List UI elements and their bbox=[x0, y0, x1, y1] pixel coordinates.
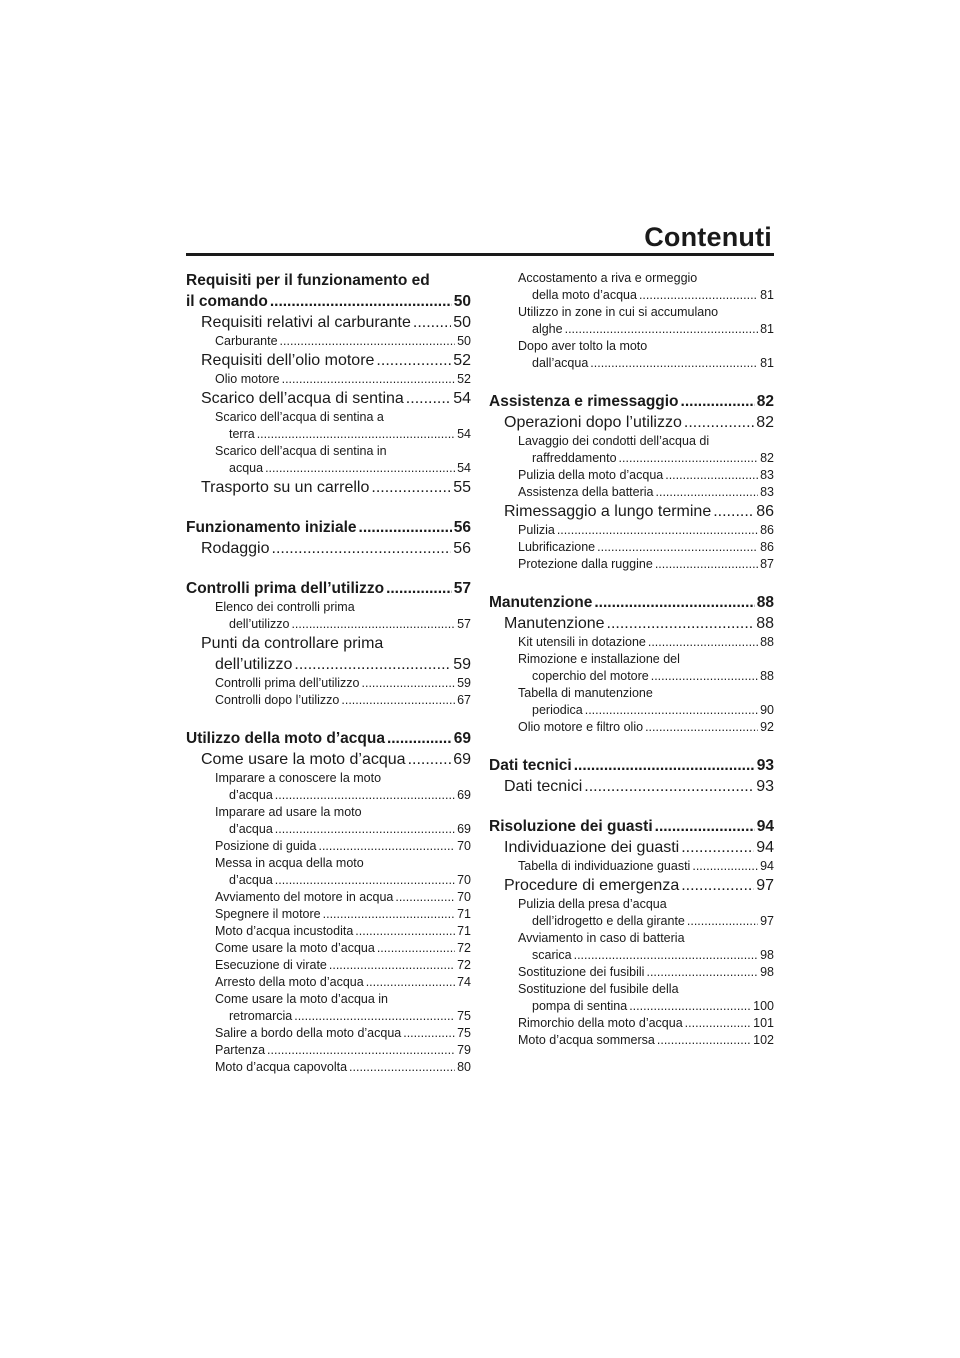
toc-subsection[interactable] bbox=[186, 1059, 471, 1076]
toc-entry-text: Come usare la moto d’acqua bbox=[201, 751, 406, 768]
dot-leader bbox=[584, 776, 754, 797]
dot-leader bbox=[597, 539, 758, 556]
dot-leader bbox=[371, 477, 451, 498]
toc-entry-text: Scarico dell’acqua di sentina in bbox=[215, 444, 387, 458]
toc-subsection[interactable] bbox=[489, 1015, 774, 1032]
toc-chapter[interactable] bbox=[489, 755, 774, 776]
toc-entry-text: retromarcia bbox=[229, 1009, 293, 1023]
toc-entry-text: Scarico dell’acqua di sentina bbox=[201, 390, 404, 407]
toc-subsection[interactable] bbox=[489, 556, 774, 573]
toc-page-number: 71 bbox=[457, 907, 471, 921]
toc-subsection[interactable] bbox=[489, 304, 774, 338]
toc-subsection[interactable] bbox=[186, 889, 471, 906]
dot-leader bbox=[291, 616, 455, 633]
dot-leader bbox=[655, 816, 755, 837]
section-gap bbox=[186, 559, 471, 578]
toc-page-number: 93 bbox=[756, 778, 774, 795]
toc-entry-text: Posizione di guida bbox=[215, 839, 317, 853]
toc-page-number: 83 bbox=[760, 485, 774, 499]
dot-leader bbox=[646, 964, 758, 981]
dot-leader bbox=[377, 940, 455, 957]
section-gap bbox=[186, 498, 471, 517]
dot-leader bbox=[585, 702, 758, 719]
dot-leader bbox=[366, 974, 455, 991]
toc-page-number: 57 bbox=[457, 617, 471, 631]
toc-entry-text: Lubrificazione bbox=[518, 540, 596, 554]
toc-entry-text: Protezione dalla ruggine bbox=[518, 557, 653, 571]
toc-entry-text: Esecuzione di virate bbox=[215, 958, 327, 972]
toc-page-number: 69 bbox=[453, 730, 471, 747]
toc-entry-text: Carburante bbox=[215, 334, 278, 348]
toc-subsection[interactable] bbox=[186, 371, 471, 388]
toc-entry-text: coperchio del motore bbox=[532, 669, 649, 683]
toc-section[interactable] bbox=[186, 477, 471, 498]
toc-subsection[interactable] bbox=[489, 719, 774, 736]
toc-subsection[interactable] bbox=[186, 692, 471, 709]
toc-page-number: 75 bbox=[457, 1026, 471, 1040]
toc-column-right bbox=[489, 270, 774, 1049]
toc-subsection[interactable] bbox=[489, 270, 774, 304]
toc-entry-text: il comando bbox=[186, 293, 268, 310]
toc-page-number: 98 bbox=[760, 965, 774, 979]
toc-entry-text: Assistenza della batteria bbox=[518, 485, 654, 499]
toc-entry-text: Lavaggio dei condotti dell’acqua di bbox=[518, 434, 710, 448]
dot-leader bbox=[341, 692, 455, 709]
toc-entry-text: Moto d’acqua capovolta bbox=[215, 1060, 348, 1074]
dot-leader bbox=[629, 998, 751, 1015]
toc-entry-text: scarica bbox=[532, 948, 572, 962]
toc-subsection[interactable] bbox=[489, 930, 774, 964]
toc-entry-text: Trasporto su un carrello bbox=[201, 479, 370, 496]
toc-entry-text: Tabella di individuazione guasti bbox=[518, 859, 691, 873]
toc-entry-text: d’acqua bbox=[229, 788, 273, 802]
toc-page-number: 100 bbox=[753, 999, 774, 1013]
dot-leader bbox=[681, 391, 755, 412]
toc-entry-text: dell’utilizzo bbox=[229, 617, 290, 631]
toc-entry-text: Individuazione dei guasti bbox=[504, 839, 680, 856]
toc-entry-text: Avviamento in caso di batteria bbox=[518, 931, 685, 945]
dot-leader bbox=[257, 426, 455, 443]
toc-page-number: 70 bbox=[457, 839, 471, 853]
toc-entry-text: raffreddamento bbox=[532, 451, 617, 465]
toc-subsection[interactable] bbox=[186, 1042, 471, 1059]
toc-subsection[interactable] bbox=[186, 991, 471, 1025]
toc-page-number: 82 bbox=[760, 451, 774, 465]
toc-page-number: 94 bbox=[760, 859, 774, 873]
toc-subsection[interactable] bbox=[489, 338, 774, 372]
toc-page-number: 86 bbox=[760, 540, 774, 554]
toc-page-number: 82 bbox=[756, 393, 774, 410]
toc-page-number: 86 bbox=[760, 523, 774, 537]
toc-entry-text: Manutenzione bbox=[504, 615, 605, 632]
toc-subsection[interactable] bbox=[186, 940, 471, 957]
dot-leader bbox=[395, 889, 455, 906]
toc-page-number: 79 bbox=[457, 1043, 471, 1057]
toc-page-number: 94 bbox=[756, 818, 774, 835]
dot-leader bbox=[413, 312, 451, 333]
toc-section[interactable] bbox=[186, 538, 471, 559]
toc-page-number: 56 bbox=[453, 540, 471, 557]
toc-entry-text: Rimorchio della moto d’acqua bbox=[518, 1016, 683, 1030]
toc-entry-text: d’acqua bbox=[229, 873, 273, 887]
toc-section[interactable] bbox=[186, 749, 471, 770]
dot-leader bbox=[265, 460, 455, 477]
toc-page-number: 54 bbox=[453, 390, 471, 407]
toc-entry-text: Spegnere il motore bbox=[215, 907, 321, 921]
toc-page-number: 59 bbox=[457, 676, 471, 690]
toc-section[interactable] bbox=[489, 613, 774, 634]
dot-leader bbox=[655, 556, 758, 573]
dot-leader bbox=[270, 291, 452, 312]
toc-page-number: 92 bbox=[760, 720, 774, 734]
toc-column-left bbox=[186, 270, 471, 1076]
toc-page-number: 54 bbox=[457, 461, 471, 475]
toc-page-number: 97 bbox=[756, 877, 774, 894]
toc-entry-text: periodica bbox=[532, 703, 583, 717]
toc-subsection[interactable] bbox=[489, 858, 774, 875]
toc-page-number: 90 bbox=[760, 703, 774, 717]
dot-leader bbox=[280, 333, 456, 350]
toc-page-number: 97 bbox=[760, 914, 774, 928]
toc-subsection[interactable] bbox=[186, 409, 471, 443]
toc-entry-text: pompa di sentina bbox=[532, 999, 628, 1013]
dot-leader bbox=[665, 467, 758, 484]
toc-subsection[interactable] bbox=[489, 964, 774, 981]
toc-entry-text: alghe bbox=[532, 322, 563, 336]
dot-leader bbox=[574, 755, 755, 776]
toc-entry-text: dell’utilizzo bbox=[215, 656, 293, 673]
dot-leader bbox=[607, 613, 755, 634]
toc-page-number: 81 bbox=[760, 322, 774, 336]
toc-page-number: 82 bbox=[756, 414, 774, 431]
toc-entry-text: Moto d’acqua incustodita bbox=[215, 924, 354, 938]
toc-page-number: 81 bbox=[760, 288, 774, 302]
dot-leader bbox=[657, 1032, 751, 1049]
title-rule bbox=[186, 253, 774, 256]
dot-leader bbox=[318, 838, 455, 855]
toc-entry-text: Utilizzo in zone in cui si accumulano bbox=[518, 305, 719, 319]
toc-page-number: 50 bbox=[453, 314, 471, 331]
dot-leader bbox=[323, 906, 455, 923]
toc-page-number: 69 bbox=[457, 822, 471, 836]
dot-leader bbox=[282, 371, 455, 388]
toc-page-number: 55 bbox=[453, 479, 471, 496]
toc-page-number: 70 bbox=[457, 890, 471, 904]
toc-entry-text: Avviamento del motore in acqua bbox=[215, 890, 394, 904]
dot-leader bbox=[294, 654, 451, 675]
toc-subsection[interactable] bbox=[186, 770, 471, 804]
toc-entry-text: Dopo aver tolto la moto bbox=[518, 339, 648, 353]
toc-entry-text: Pulizia della moto d’acqua bbox=[518, 468, 664, 482]
toc-subsection[interactable] bbox=[489, 634, 774, 651]
toc-page-number: 54 bbox=[457, 427, 471, 441]
section-gap bbox=[489, 797, 774, 816]
toc-entry-text: Punti da controllare prima bbox=[201, 635, 384, 652]
toc-page-number: 86 bbox=[756, 503, 774, 520]
toc-entry-text: Rimozione e installazione del bbox=[518, 652, 680, 666]
toc-chapter[interactable] bbox=[186, 728, 471, 749]
dot-leader bbox=[639, 287, 758, 304]
section-gap bbox=[489, 372, 774, 391]
toc-page-number: 102 bbox=[753, 1033, 774, 1047]
toc-entry-text: Rimessaggio a lungo termine bbox=[504, 503, 712, 520]
dot-leader bbox=[386, 578, 452, 599]
toc-entry-text: Controlli prima dell’utilizzo bbox=[215, 676, 360, 690]
dot-leader bbox=[272, 538, 452, 559]
toc-page-number: 56 bbox=[453, 519, 471, 536]
toc-subsection[interactable] bbox=[186, 333, 471, 350]
toc-page-number: 69 bbox=[457, 788, 471, 802]
toc-subsection[interactable] bbox=[186, 443, 471, 477]
toc-page-number: 72 bbox=[457, 941, 471, 955]
toc-entry-text: Olio motore bbox=[215, 372, 280, 386]
toc-entry-text: Requisiti per il funzionamento ed bbox=[186, 272, 430, 289]
toc-section[interactable] bbox=[186, 633, 471, 675]
toc-entry-text: Moto d’acqua sommersa bbox=[518, 1033, 655, 1047]
toc-entry-text: Manutenzione bbox=[489, 594, 593, 611]
toc-entry-text: Arresto della moto d’acqua bbox=[215, 975, 364, 989]
toc-page-number: 52 bbox=[453, 352, 471, 369]
toc-entry-text: Controlli prima dell’utilizzo bbox=[186, 580, 385, 597]
toc-entry-text: Sostituzione del fusibile della bbox=[518, 982, 679, 996]
dot-leader bbox=[359, 517, 452, 538]
toc-page-number: 57 bbox=[453, 580, 471, 597]
toc-page-number: 74 bbox=[457, 975, 471, 989]
toc-entry-text: Pulizia bbox=[518, 523, 555, 537]
toc-section[interactable] bbox=[186, 350, 471, 371]
toc-entry-text: Dati tecnici bbox=[504, 778, 583, 795]
toc-page-number: 80 bbox=[457, 1060, 471, 1074]
dot-leader bbox=[275, 821, 455, 838]
dot-leader bbox=[684, 412, 754, 433]
toc-subsection[interactable] bbox=[489, 522, 774, 539]
toc-chapter[interactable] bbox=[186, 578, 471, 599]
toc-subsection[interactable] bbox=[186, 804, 471, 838]
toc-chapter[interactable] bbox=[186, 517, 471, 538]
dot-leader bbox=[681, 837, 754, 858]
toc-section[interactable] bbox=[186, 312, 471, 333]
toc-page-number: 67 bbox=[457, 693, 471, 707]
toc-entry-text: Assistenza e rimessaggio bbox=[489, 393, 679, 410]
dot-leader bbox=[408, 749, 452, 770]
toc-entry-text: Imparare ad usare la moto bbox=[215, 805, 362, 819]
toc-page-number: 88 bbox=[756, 594, 774, 611]
toc-chapter[interactable] bbox=[489, 816, 774, 837]
toc-page-number: 83 bbox=[760, 468, 774, 482]
toc-subsection[interactable] bbox=[186, 974, 471, 991]
toc-page-number: 75 bbox=[457, 1009, 471, 1023]
toc-chapter[interactable] bbox=[489, 592, 774, 613]
toc-section[interactable] bbox=[489, 501, 774, 522]
toc-entry-text: dell’idrogetto e della girante bbox=[532, 914, 685, 928]
toc-subsection[interactable] bbox=[489, 685, 774, 719]
toc-subsection[interactable] bbox=[489, 467, 774, 484]
toc-page-number: 94 bbox=[756, 839, 774, 856]
dot-leader bbox=[403, 1025, 455, 1042]
toc-entry-text: Operazioni dopo l’utilizzo bbox=[504, 414, 682, 431]
toc-entry-text: Sostituzione dei fusibili bbox=[518, 965, 645, 979]
toc-entry-text: Messa in acqua della moto bbox=[215, 856, 364, 870]
toc-entry-text: acqua bbox=[229, 461, 264, 475]
toc-entry-text: Pulizia della presa d’acqua bbox=[518, 897, 667, 911]
dot-leader bbox=[406, 388, 451, 409]
toc-subsection[interactable] bbox=[186, 923, 471, 940]
toc-entry-text: Scarico dell’acqua di sentina a bbox=[215, 410, 384, 424]
toc-entry-text: Tabella di manutenzione bbox=[518, 686, 653, 700]
toc-entry-text: Funzionamento iniziale bbox=[186, 519, 357, 536]
toc-page-number: 50 bbox=[453, 293, 471, 310]
toc-entry-text: Requisiti relativi al carburante bbox=[201, 314, 411, 331]
dot-leader bbox=[594, 592, 754, 613]
toc-page-number: 88 bbox=[760, 635, 774, 649]
toc-entry-text: Imparare a conoscere la moto bbox=[215, 771, 382, 785]
toc-entry-text: Risoluzione dei guasti bbox=[489, 818, 653, 835]
dot-leader bbox=[275, 872, 455, 889]
dot-leader bbox=[349, 1059, 455, 1076]
toc-section[interactable] bbox=[489, 412, 774, 433]
toc-entry-text: Come usare la moto d’acqua bbox=[215, 941, 375, 955]
dot-leader bbox=[656, 484, 759, 501]
toc-subsection[interactable] bbox=[489, 896, 774, 930]
toc-entry-text: Come usare la moto d’acqua in bbox=[215, 992, 389, 1006]
toc-subsection[interactable] bbox=[186, 599, 471, 633]
dot-leader bbox=[574, 947, 759, 964]
toc-page-number: 59 bbox=[453, 656, 471, 673]
dot-leader bbox=[619, 450, 759, 467]
dot-leader bbox=[590, 355, 758, 372]
toc-entry-text: Accostamento a riva e ormeggio bbox=[518, 271, 698, 285]
toc-entry-text: Controlli dopo l’utilizzo bbox=[215, 693, 340, 707]
toc-entry-text: dall’acqua bbox=[532, 356, 589, 370]
dot-leader bbox=[376, 350, 451, 371]
toc-page-number: 101 bbox=[753, 1016, 774, 1030]
toc-subsection[interactable] bbox=[489, 1032, 774, 1049]
toc-subsection[interactable] bbox=[489, 981, 774, 1015]
dot-leader bbox=[355, 923, 455, 940]
toc-entry-text: Kit utensili in dotazione bbox=[518, 635, 646, 649]
toc-entry-text: Partenza bbox=[215, 1043, 266, 1057]
toc-page-number: 87 bbox=[760, 557, 774, 571]
dot-leader bbox=[329, 957, 455, 974]
section-gap bbox=[489, 573, 774, 592]
toc-subsection[interactable] bbox=[186, 675, 471, 692]
dot-leader bbox=[692, 858, 758, 875]
toc-subsection[interactable] bbox=[186, 957, 471, 974]
dot-leader bbox=[648, 634, 758, 651]
toc-entry-text: Procedure di emergenza bbox=[504, 877, 680, 894]
toc-subsection[interactable] bbox=[489, 651, 774, 685]
section-gap bbox=[489, 736, 774, 755]
toc-subsection[interactable] bbox=[489, 433, 774, 467]
toc-entry-text: Elenco dei controlli prima bbox=[215, 600, 355, 614]
toc-section[interactable] bbox=[489, 837, 774, 858]
dot-leader bbox=[387, 728, 452, 749]
toc-page-number: 50 bbox=[457, 334, 471, 348]
toc-entry-text: Olio motore e filtro olio bbox=[518, 720, 644, 734]
toc-entry-text: d’acqua bbox=[229, 822, 273, 836]
dot-leader bbox=[565, 321, 759, 338]
toc-page-number: 70 bbox=[457, 873, 471, 887]
toc-page-number: 88 bbox=[760, 669, 774, 683]
page-title: Contenuti bbox=[644, 222, 772, 252]
dot-leader bbox=[685, 1015, 751, 1032]
toc-section[interactable] bbox=[186, 388, 471, 409]
toc-subsection[interactable] bbox=[186, 1025, 471, 1042]
toc-section[interactable] bbox=[489, 776, 774, 797]
toc-chapter[interactable] bbox=[489, 391, 774, 412]
toc-subsection[interactable] bbox=[489, 539, 774, 556]
toc-page-number: 93 bbox=[756, 757, 774, 774]
dot-leader bbox=[651, 668, 758, 685]
toc-page-number: 71 bbox=[457, 924, 471, 938]
dot-leader bbox=[294, 1008, 455, 1025]
dot-leader bbox=[267, 1042, 455, 1059]
dot-leader bbox=[713, 501, 754, 522]
section-gap bbox=[186, 709, 471, 728]
toc-subsection[interactable] bbox=[489, 484, 774, 501]
toc-subsection[interactable] bbox=[186, 906, 471, 923]
dot-leader bbox=[681, 875, 754, 896]
toc-entry-text: Utilizzo della moto d’acqua bbox=[186, 730, 385, 747]
dot-leader bbox=[275, 787, 455, 804]
dot-leader bbox=[645, 719, 758, 736]
dot-leader bbox=[687, 913, 758, 930]
toc-entry-text: Rodaggio bbox=[201, 540, 270, 557]
toc-page-number: 98 bbox=[760, 948, 774, 962]
toc-page-number: 72 bbox=[457, 958, 471, 972]
toc-entry-text: Salire a bordo della moto d’acqua bbox=[215, 1026, 402, 1040]
toc-page-number: 88 bbox=[756, 615, 774, 632]
dot-leader bbox=[557, 522, 758, 539]
toc-entry-text: della moto d’acqua bbox=[532, 288, 637, 302]
toc-entry-text: terra bbox=[229, 427, 255, 441]
toc-page-number: 69 bbox=[453, 751, 471, 768]
toc-entry-text: Requisiti dell’olio motore bbox=[201, 352, 375, 369]
toc-page-number: 81 bbox=[760, 356, 774, 370]
toc-section[interactable] bbox=[489, 875, 774, 896]
dot-leader bbox=[362, 675, 456, 692]
toc-entry-text: Dati tecnici bbox=[489, 757, 572, 774]
toc-subsection[interactable] bbox=[186, 838, 471, 855]
toc-page-number: 52 bbox=[457, 372, 471, 386]
toc-chapter[interactable] bbox=[186, 270, 471, 312]
toc-subsection[interactable] bbox=[186, 855, 471, 889]
